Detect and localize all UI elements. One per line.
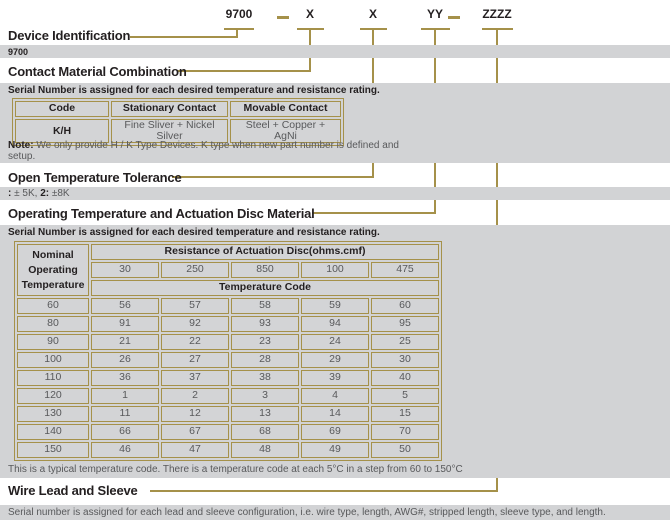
code-cell: 46 (91, 442, 159, 458)
code-cell: 49 (301, 442, 369, 458)
code-cell: 24 (301, 334, 369, 350)
wire-lead-heading: Wire Lead and Sleeve (8, 483, 138, 498)
nominal-temp-corner-header: Nominal Operating Temperature (17, 244, 89, 296)
part-number-tolerance-code: X (368, 7, 378, 21)
code-cell: 95 (371, 316, 439, 332)
code-cell: 12 (161, 406, 229, 422)
code-cell: 27 (161, 352, 229, 368)
note-text: We only provide H / K Type Devices. K type when new part number is defined and setup. (8, 140, 399, 162)
code-cell: 4 (301, 388, 369, 404)
code-cell: 28 (231, 352, 299, 368)
code-cell: 13 (231, 406, 299, 422)
code-cell: 56 (91, 298, 159, 314)
code-cell: 37 (161, 370, 229, 386)
code-cell: 68 (231, 424, 299, 440)
code-cell: 60 (371, 298, 439, 314)
code-cell: 1 (91, 388, 159, 404)
code-cell: 40 (371, 370, 439, 386)
contact-material-table (12, 98, 344, 146)
table-row (17, 388, 439, 404)
connector-contact-line (178, 70, 311, 72)
temp-cell: 130 (17, 406, 89, 422)
temperature-code-footnote: This is a typical temperature code. There is a temperature code at each 5°C in a step from 60 to 150°C (8, 464, 463, 475)
contact-stationary-cell: Fine Sliver + Nickel Silver (111, 119, 228, 143)
code-cell: 26 (91, 352, 159, 368)
code-cell: 69 (301, 424, 369, 440)
connector-device-line (130, 36, 238, 38)
tolerance-value-1: ± 5K, (11, 188, 41, 199)
resistance-value: 475 (371, 262, 439, 278)
code-cell: 29 (301, 352, 369, 368)
temp-cell: 110 (17, 370, 89, 386)
tolerance-values (8, 188, 70, 200)
contact-movable-cell: Steel + Copper + AgNi (230, 119, 341, 143)
code-cell: 91 (91, 316, 159, 332)
table-row (17, 244, 439, 260)
note-label: Note: (8, 140, 34, 151)
part-number-separator-2 (448, 16, 460, 19)
temp-cell: 90 (17, 334, 89, 350)
resistance-value: 850 (231, 262, 299, 278)
code-cell: 30 (371, 352, 439, 368)
connector-tolerance-line (172, 176, 374, 178)
temp-cell: 140 (17, 424, 89, 440)
code-cell: 36 (91, 370, 159, 386)
operating-temp-heading: Operating Temperature and Actuation Disc Material (8, 206, 315, 221)
part-number-contact-code: X (305, 7, 315, 21)
table-row (15, 101, 341, 117)
temperature-code-table (14, 241, 442, 461)
device-id-value: 9700 (8, 47, 29, 57)
code-cell: 14 (301, 406, 369, 422)
contact-serial-note: Serial Number is assigned for each desired temperature and resistance rating. (8, 85, 380, 96)
open-temp-tolerance-heading: Open Temperature Tolerance (8, 170, 182, 185)
code-cell: 66 (91, 424, 159, 440)
code-cell: 3 (231, 388, 299, 404)
tolerance-code-1: : (8, 188, 12, 199)
resistance-header: Resistance of Actuation Disc(ohms.cmf) (91, 244, 439, 260)
code-cell: 92 (161, 316, 229, 332)
part-number-separator-1 (277, 16, 289, 19)
resistance-value: 100 (301, 262, 369, 278)
temp-cell: 120 (17, 388, 89, 404)
table-row (17, 406, 439, 422)
temp-cell: 80 (17, 316, 89, 332)
contact-col-code-header: Code (15, 101, 109, 117)
code-cell: 21 (91, 334, 159, 350)
table-row (17, 298, 439, 314)
connector-lead-line (150, 490, 498, 492)
temp-cell: 150 (17, 442, 89, 458)
temp-code-header: Temperature Code (91, 280, 439, 296)
operating-serial-note: Serial Number is assigned for each desired temperature and resistance rating. (8, 227, 380, 238)
code-cell: 38 (231, 370, 299, 386)
code-cell: 23 (231, 334, 299, 350)
code-cell: 39 (301, 370, 369, 386)
device-id-bar (0, 45, 670, 58)
part-number-lead-code: ZZZZ (482, 7, 512, 21)
code-cell: 57 (161, 298, 229, 314)
code-cell: 93 (231, 316, 299, 332)
code-cell: 22 (161, 334, 229, 350)
code-cell: 2 (161, 388, 229, 404)
code-cell: 5 (371, 388, 439, 404)
temp-cell: 60 (17, 298, 89, 314)
table-row (17, 334, 439, 350)
resistance-value: 250 (161, 262, 229, 278)
table-row (17, 352, 439, 368)
tolerance-value-2: ±8K (49, 188, 70, 199)
code-cell: 11 (91, 406, 159, 422)
code-cell: 47 (161, 442, 229, 458)
code-cell: 58 (231, 298, 299, 314)
contact-col-stationary-header: Stationary Contact (111, 101, 228, 117)
underline-device (224, 28, 254, 30)
code-cell: 25 (371, 334, 439, 350)
connector-temp-line (312, 212, 436, 214)
wire-lead-serial-note: Serial number is assigned for each lead and sleeve configuration, i.e. wire type, length, AWG#, stripped length, sleeve type, and length. (8, 507, 606, 518)
code-cell: 48 (231, 442, 299, 458)
part-number-device: 9700 (225, 7, 253, 21)
code-cell: 94 (301, 316, 369, 332)
contact-code-cell: K/H (15, 119, 109, 143)
code-cell: 70 (371, 424, 439, 440)
contact-note (8, 140, 400, 162)
contact-col-movable-header: Movable Contact (230, 101, 341, 117)
code-cell: 59 (301, 298, 369, 314)
contact-material-heading: Contact Material Combination (8, 64, 187, 79)
temp-cell: 100 (17, 352, 89, 368)
tolerance-code-2: 2: (40, 188, 50, 199)
table-row (17, 370, 439, 386)
table-row (17, 316, 439, 332)
table-row (17, 424, 439, 440)
resistance-value: 30 (91, 262, 159, 278)
table-row (17, 442, 439, 458)
code-cell: 50 (371, 442, 439, 458)
code-cell: 15 (371, 406, 439, 422)
part-number-temp-code: YY (426, 7, 444, 21)
tolerance-bar (0, 187, 670, 200)
code-cell: 67 (161, 424, 229, 440)
device-identification-heading: Device Identification (8, 28, 131, 43)
